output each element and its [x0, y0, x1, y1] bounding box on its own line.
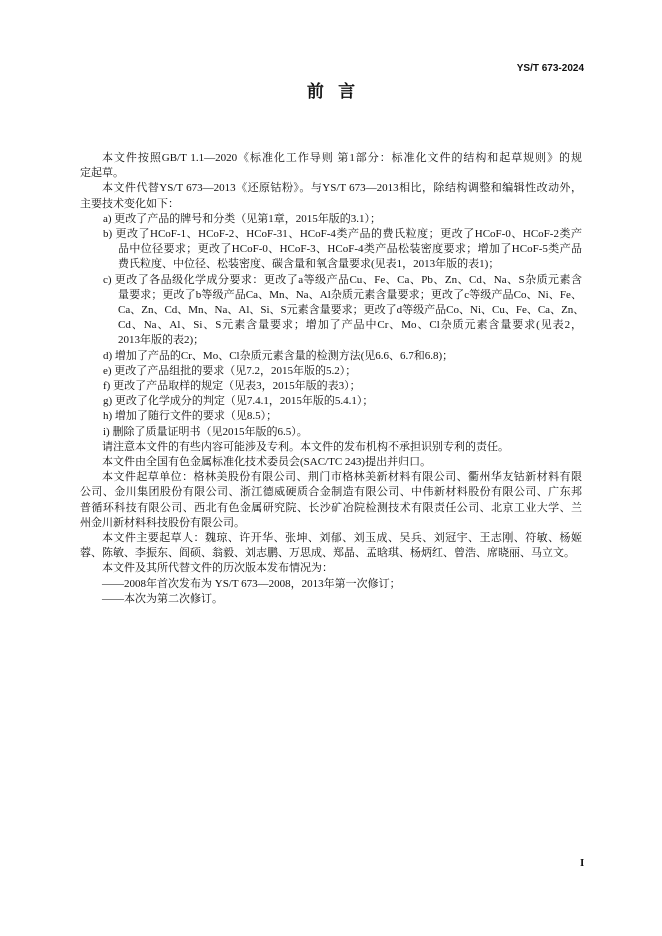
note-paragraph-line: 普循环科技有限公司、西北有色金属研究院、长沙矿冶院检测技术有限责任公司、北京工业大学、兰: [80, 501, 582, 514]
note-paragraph-line: 本文件及其所代替文件的历次版本发布情况为：: [102, 562, 333, 575]
change-list-item-line: a) 更改了产品的牌号和分类（见第1章，2015年版的3.1）；: [103, 212, 382, 225]
note-paragraph-line: 公司、金川集团股份有限公司、浙江德威硬质合金制造有限公司、中伟新材料股份有限公司、广东邦: [80, 486, 582, 499]
change-list-item-line: g) 更改了化学成分的判定（见7.4.1，2015年版的5.4.1）；: [103, 395, 374, 408]
change-list-item-line: Ca、Zn、Cd、Mn、Na、Al、Si、S元素含量要求；更改了d等级产品Co、Ni、Cu、Fe、Ca、Zn、: [118, 304, 585, 317]
document-number: YS/T 673-2024: [516, 63, 584, 74]
intro-paragraph-line: 本文件按照GB/T 1.1—2020《标准化工作导则 第1部分：标准化文件的结构和起草规则》的规: [102, 152, 582, 164]
change-list-item-line: 2013年版的表2)；: [118, 334, 205, 347]
note-paragraph-line: 请注意本文件的有些内容可能涉及专利。本文件的发布机构不承担识别专利的责任。: [102, 440, 509, 453]
change-list-item-line: d) 增加了产品的Cr、Mo、Cl杂质元素含量的检测方法(见6.6、6.7和6.8)；: [103, 349, 454, 362]
history-entry: ——2008年首次发布为 YS/T 673—2008，2013年第一次修订；: [102, 577, 401, 590]
intro-paragraph-line: 主要技术变化如下：: [80, 197, 179, 210]
preface-body: [80, 151, 585, 607]
note-paragraph-line: 本文件起草单位：格林美股份有限公司、荆门市格林美新材料有限公司、衢州华友钴新材料有限: [102, 471, 582, 484]
note-paragraph-line: 蓉、陈敏、李振东、阎硕、翁毅、刘志鹏、万思成、郑晶、孟晗琪、杨炳红、曾浩、席晓丽、马立文。: [80, 547, 575, 560]
change-list-item-line: 费氏粒度、中位径、松装密度、碳含量和氧含量要求(见表1，2013年版的表1)；: [118, 258, 500, 271]
page-number: I: [580, 857, 585, 869]
note-paragraph-line: 本文件由全国有色金属标准化技术委员会(SAC/TC 243)提出并归口。: [102, 456, 432, 469]
change-list-item-line: c) 更改了各品级化学成分要求：更改了a等级产品Cu、Fe、Ca、Pb、Zn、Cd、Na、S杂质元素含: [103, 273, 582, 286]
change-list-item-line: h) 增加了随行文件的要求（见8.5）；: [103, 410, 278, 423]
change-list-item-line: Cd、Na、Al、Si、S元素含量要求；增加了产品中Cr、Mo、Cl杂质元素含量要求(见表2，: [118, 319, 582, 332]
change-list-item-line: 品中位径要求；更改了HCoF-0、HCoF-3、HCoF-4类产品松装密度要求；增加了HCoF-5类产品: [118, 243, 582, 256]
intro-paragraph-line: 定起草。: [80, 167, 124, 180]
change-list-item-line: f) 更改了产品取样的规定（见表3，2015年版的表3）；: [103, 380, 361, 393]
page-title: 前 言: [306, 82, 356, 101]
change-list-item-line: e) 更改了产品组批的要求（见7.2，2015年版的5.2）；: [103, 364, 357, 377]
change-list-item-line: 量要求；更改了b等级产品Ca、Mn、Na、Al杂质元素含量要求；更改了c等级产品Co、Ni、Fe、: [118, 288, 582, 301]
intro-paragraph-line: 本文件代替YS/T 673—2013《还原钴粉》。与YS/T 673—2013相比，除结构调整和编辑性改动外，: [102, 182, 582, 195]
change-list-item-line: b) 更改了HCoF-1、HCoF-2、HCoF-31、HCoF-4类产品的费氏粒度；更改了HCoF-0、HCoF-2类产: [103, 228, 582, 241]
change-list-item-line: i) 删除了质量证明书（见2015年版的6.5）。: [103, 425, 308, 438]
note-paragraph-line: 本文件主要起草人：魏琼、许开华、张坤、刘郁、刘玉成、吴兵、刘冠宇、王志刚、符敏、杨姬: [102, 532, 582, 545]
note-paragraph-line: 州金川新材料科技股份有限公司。: [80, 516, 245, 529]
history-entry: ——本次为第二次修订。: [102, 592, 223, 605]
